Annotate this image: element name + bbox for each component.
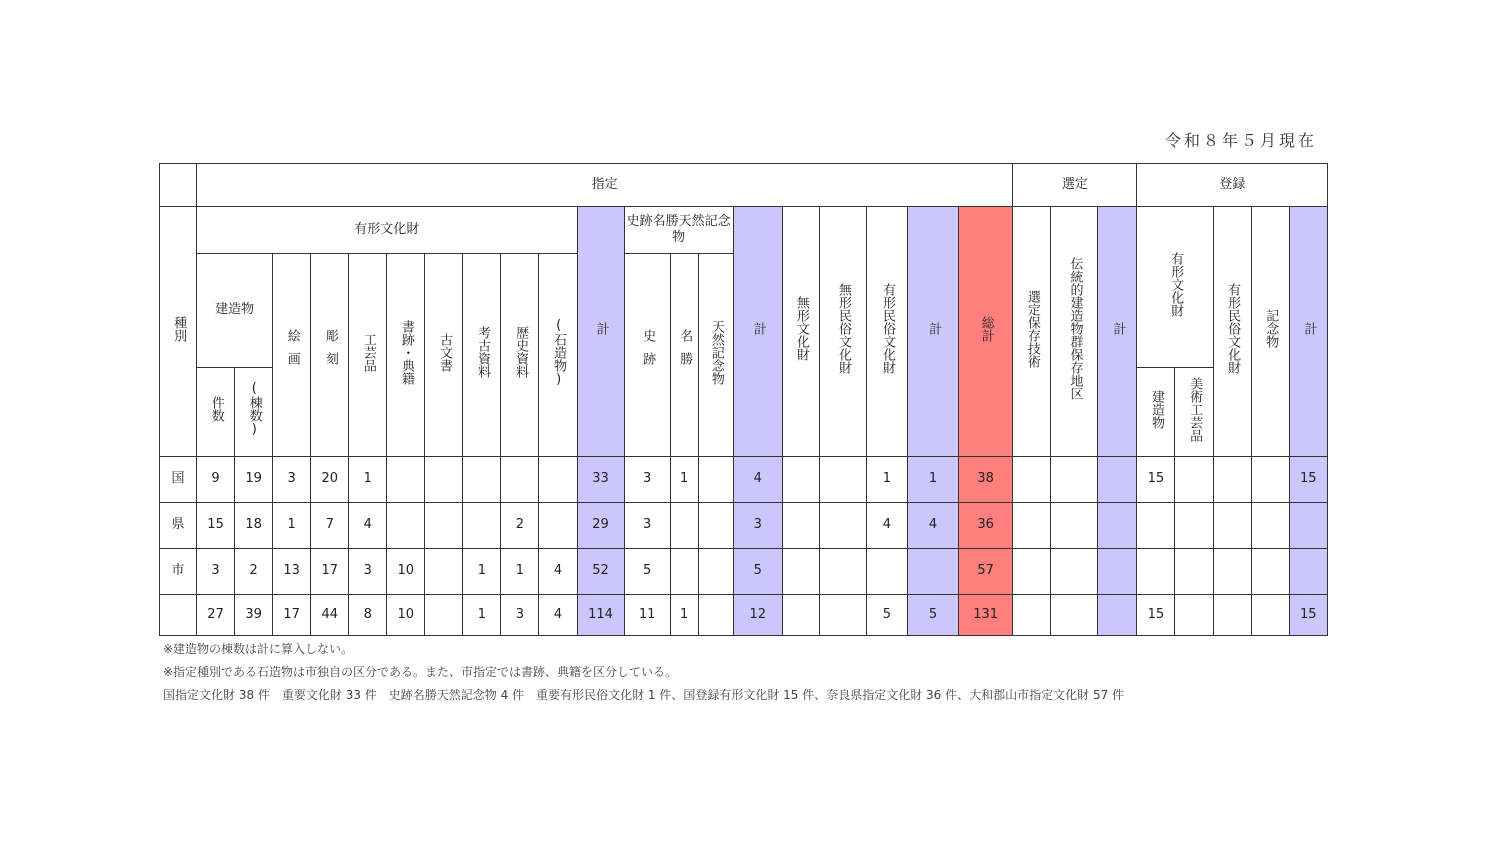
table-cell — [1098, 457, 1137, 503]
table-cell — [539, 503, 577, 549]
table-cell: 3 — [624, 503, 670, 549]
table-cell: 5 — [624, 549, 670, 595]
table-cell: 33 — [577, 457, 624, 503]
table-cell — [819, 595, 866, 636]
table-cell — [782, 549, 819, 595]
table-cell: 39 — [235, 595, 273, 636]
table-cell: 29 — [577, 503, 624, 549]
table-cell — [1213, 549, 1251, 595]
table-cell: 5 — [866, 595, 907, 636]
table-cell — [670, 549, 698, 595]
header-reg-tangible-folk: 有形民俗文化財 — [1213, 207, 1251, 457]
table-cell — [907, 549, 958, 595]
table-cell — [1098, 595, 1137, 636]
table-cell: 4 — [539, 595, 577, 636]
footnotes — [163, 638, 1124, 707]
header-buildings: 建造物 — [197, 254, 273, 368]
table-cell — [425, 595, 463, 636]
footnote-1: ※建造物の棟数は計に算入しない。 — [163, 642, 354, 656]
table-cell — [1175, 549, 1213, 595]
header-reg-buildings: 建造物 — [1137, 368, 1175, 457]
table-cell — [1013, 595, 1051, 636]
table-cell — [819, 457, 866, 503]
table-cell: 1 — [670, 595, 698, 636]
table-cell: 57 — [959, 549, 1013, 595]
header-type: 種別 — [160, 207, 197, 457]
table-cell — [387, 457, 425, 503]
table-cell — [1051, 595, 1098, 636]
header-grand-total: 総計 — [959, 207, 1013, 457]
table-cell: 36 — [959, 503, 1013, 549]
table-cell — [1251, 457, 1289, 503]
table-cell: 52 — [577, 549, 624, 595]
header-history: 歴史資料 — [501, 254, 539, 457]
header-folk-subtotal: 計 — [907, 207, 958, 457]
table-cell: 4 — [349, 503, 387, 549]
table-cell — [1251, 549, 1289, 595]
header-painting: 絵画 — [273, 254, 311, 457]
table-cell — [463, 457, 501, 503]
table-cell — [866, 549, 907, 595]
header-registered: 登録 — [1137, 164, 1328, 207]
header-historic-site: 史跡 — [624, 254, 670, 457]
header-selected-subtotal: 計 — [1098, 207, 1137, 457]
table-cell — [782, 595, 819, 636]
table-cell — [1213, 595, 1251, 636]
table-cell: 8 — [349, 595, 387, 636]
table-cell — [1289, 503, 1327, 549]
table-cell: 15 — [1137, 457, 1175, 503]
table-cell: 1 — [463, 549, 501, 595]
header-registered-subtotal: 計 — [1289, 207, 1327, 457]
table-cell — [1051, 503, 1098, 549]
cultural-property-table — [159, 163, 1328, 636]
table-cell — [1051, 457, 1098, 503]
table-cell: 17 — [311, 549, 349, 595]
footnote-3: 国指定文化財 38 件 重要文化財 33 件 史跡名勝天然記念物 4 件 重要有形民俗文化財 1 件、国登録有形文化財 15 件、奈良県指定文化財 36 件、大和郡山市指定文化財 57 件 — [163, 688, 1125, 702]
table-cell: 1 — [463, 595, 501, 636]
table-cell — [1251, 595, 1289, 636]
header-scenic: 名勝 — [670, 254, 698, 457]
table-cell — [698, 457, 733, 503]
header-documents: 古文書 — [425, 254, 463, 457]
table-cell: 1 — [501, 549, 539, 595]
table-cell — [1251, 503, 1289, 549]
table-cell — [425, 503, 463, 549]
table-cell — [782, 503, 819, 549]
table-cell: 4 — [733, 457, 782, 503]
table-cell — [1175, 503, 1213, 549]
table-row — [160, 457, 1328, 503]
table-cell — [782, 457, 819, 503]
table-body — [160, 457, 1328, 636]
table-cell — [819, 503, 866, 549]
row-label: 県 — [160, 503, 197, 549]
table-cell — [425, 457, 463, 503]
header-selected: 選定 — [1013, 164, 1137, 207]
table-cell: 15 — [1137, 595, 1175, 636]
table-cell: 38 — [959, 457, 1013, 503]
table-cell — [698, 595, 733, 636]
table-cell — [387, 503, 425, 549]
header-designated: 指定 — [197, 164, 1013, 207]
table-cell — [501, 457, 539, 503]
table-cell — [1013, 503, 1051, 549]
corner-cell — [160, 164, 197, 207]
table-row — [160, 549, 1328, 595]
table-cell: 131 — [959, 595, 1013, 636]
table-cell: 4 — [539, 549, 577, 595]
header-intangible: 無形文化財 — [782, 207, 819, 457]
table-cell: 1 — [349, 457, 387, 503]
header-monuments: 史跡名勝天然記念物 — [624, 207, 733, 254]
table-cell — [425, 549, 463, 595]
row-label: 市 — [160, 549, 197, 595]
table-cell: 3 — [501, 595, 539, 636]
header-reg-tangible: 有形文化財 — [1137, 207, 1213, 368]
header-reg-crafts: 美術工芸品 — [1175, 368, 1213, 457]
table-cell: 2 — [501, 503, 539, 549]
table-cell — [1137, 549, 1175, 595]
table-cell — [1213, 457, 1251, 503]
table-cell: 44 — [311, 595, 349, 636]
table-cell — [1175, 595, 1213, 636]
header-conservation-tech: 選定保存技術 — [1013, 207, 1051, 457]
table-cell — [1051, 549, 1098, 595]
footnote-2: ※指定種別である石造物は市独自の区分である。また、市指定では書跡、典籍を区分している。 — [163, 665, 678, 679]
as-of-date: 令和８年５月現在 — [1164, 131, 1317, 150]
table-cell — [1137, 503, 1175, 549]
header-stone: (石造物) — [539, 254, 577, 457]
table-cell: 114 — [577, 595, 624, 636]
table-cell: 20 — [311, 457, 349, 503]
table-cell: 27 — [197, 595, 235, 636]
header-tangible-folk: 有形民俗文化財 — [866, 207, 907, 457]
table-cell — [698, 549, 733, 595]
table-cell: 15 — [1289, 595, 1327, 636]
header-units: (棟数) — [235, 368, 273, 457]
header-count: 件数 — [197, 368, 235, 457]
header-natural: 天然記念物 — [698, 254, 733, 457]
table-cell: 11 — [624, 595, 670, 636]
table-cell — [1213, 503, 1251, 549]
table-cell: 5 — [733, 549, 782, 595]
header-archaeology: 考古資料 — [463, 254, 501, 457]
table-cell — [1098, 549, 1137, 595]
table-cell: 3 — [733, 503, 782, 549]
header-reg-monuments: 記念物 — [1251, 207, 1289, 457]
table-cell: 12 — [733, 595, 782, 636]
table-cell: 7 — [311, 503, 349, 549]
table-cell: 3 — [624, 457, 670, 503]
table-cell: 10 — [387, 549, 425, 595]
table-cell — [1013, 549, 1051, 595]
header-calligraphy: 書跡・典籍 — [387, 254, 425, 457]
row-label: 国 — [160, 457, 197, 503]
table-cell: 1 — [273, 503, 311, 549]
header-intangible-folk: 無形民俗文化財 — [819, 207, 866, 457]
table-cell: 3 — [349, 549, 387, 595]
table-cell: 15 — [197, 503, 235, 549]
header-tangible: 有形文化財 — [197, 207, 577, 254]
table-row — [160, 595, 1328, 636]
table-cell: 1 — [866, 457, 907, 503]
table-cell — [698, 503, 733, 549]
row-label — [160, 595, 197, 636]
table-cell — [819, 549, 866, 595]
table-cell: 4 — [907, 503, 958, 549]
table-cell: 15 — [1289, 457, 1327, 503]
header-sculpture: 彫刻 — [311, 254, 349, 457]
table-cell: 1 — [670, 457, 698, 503]
table-cell — [1098, 503, 1137, 549]
header-preservation-district: 伝統的建造物群保存地区 — [1051, 207, 1098, 457]
table-row — [160, 503, 1328, 549]
table-cell: 17 — [273, 595, 311, 636]
header-monuments-subtotal: 計 — [733, 207, 782, 457]
table-cell: 3 — [273, 457, 311, 503]
table-cell — [1175, 457, 1213, 503]
header-craft: 工芸品 — [349, 254, 387, 457]
table-cell: 2 — [235, 549, 273, 595]
table-cell: 3 — [197, 549, 235, 595]
table-cell: 13 — [273, 549, 311, 595]
table-cell: 10 — [387, 595, 425, 636]
table-cell — [670, 503, 698, 549]
table-cell: 18 — [235, 503, 273, 549]
header-tangible-subtotal: 計 — [577, 207, 624, 457]
table-cell — [539, 457, 577, 503]
table-cell — [1013, 457, 1051, 503]
table-cell: 1 — [907, 457, 958, 503]
table-cell: 5 — [907, 595, 958, 636]
table-cell — [463, 503, 501, 549]
table-cell: 9 — [197, 457, 235, 503]
table-cell — [1289, 549, 1327, 595]
table-cell: 4 — [866, 503, 907, 549]
table-cell: 19 — [235, 457, 273, 503]
